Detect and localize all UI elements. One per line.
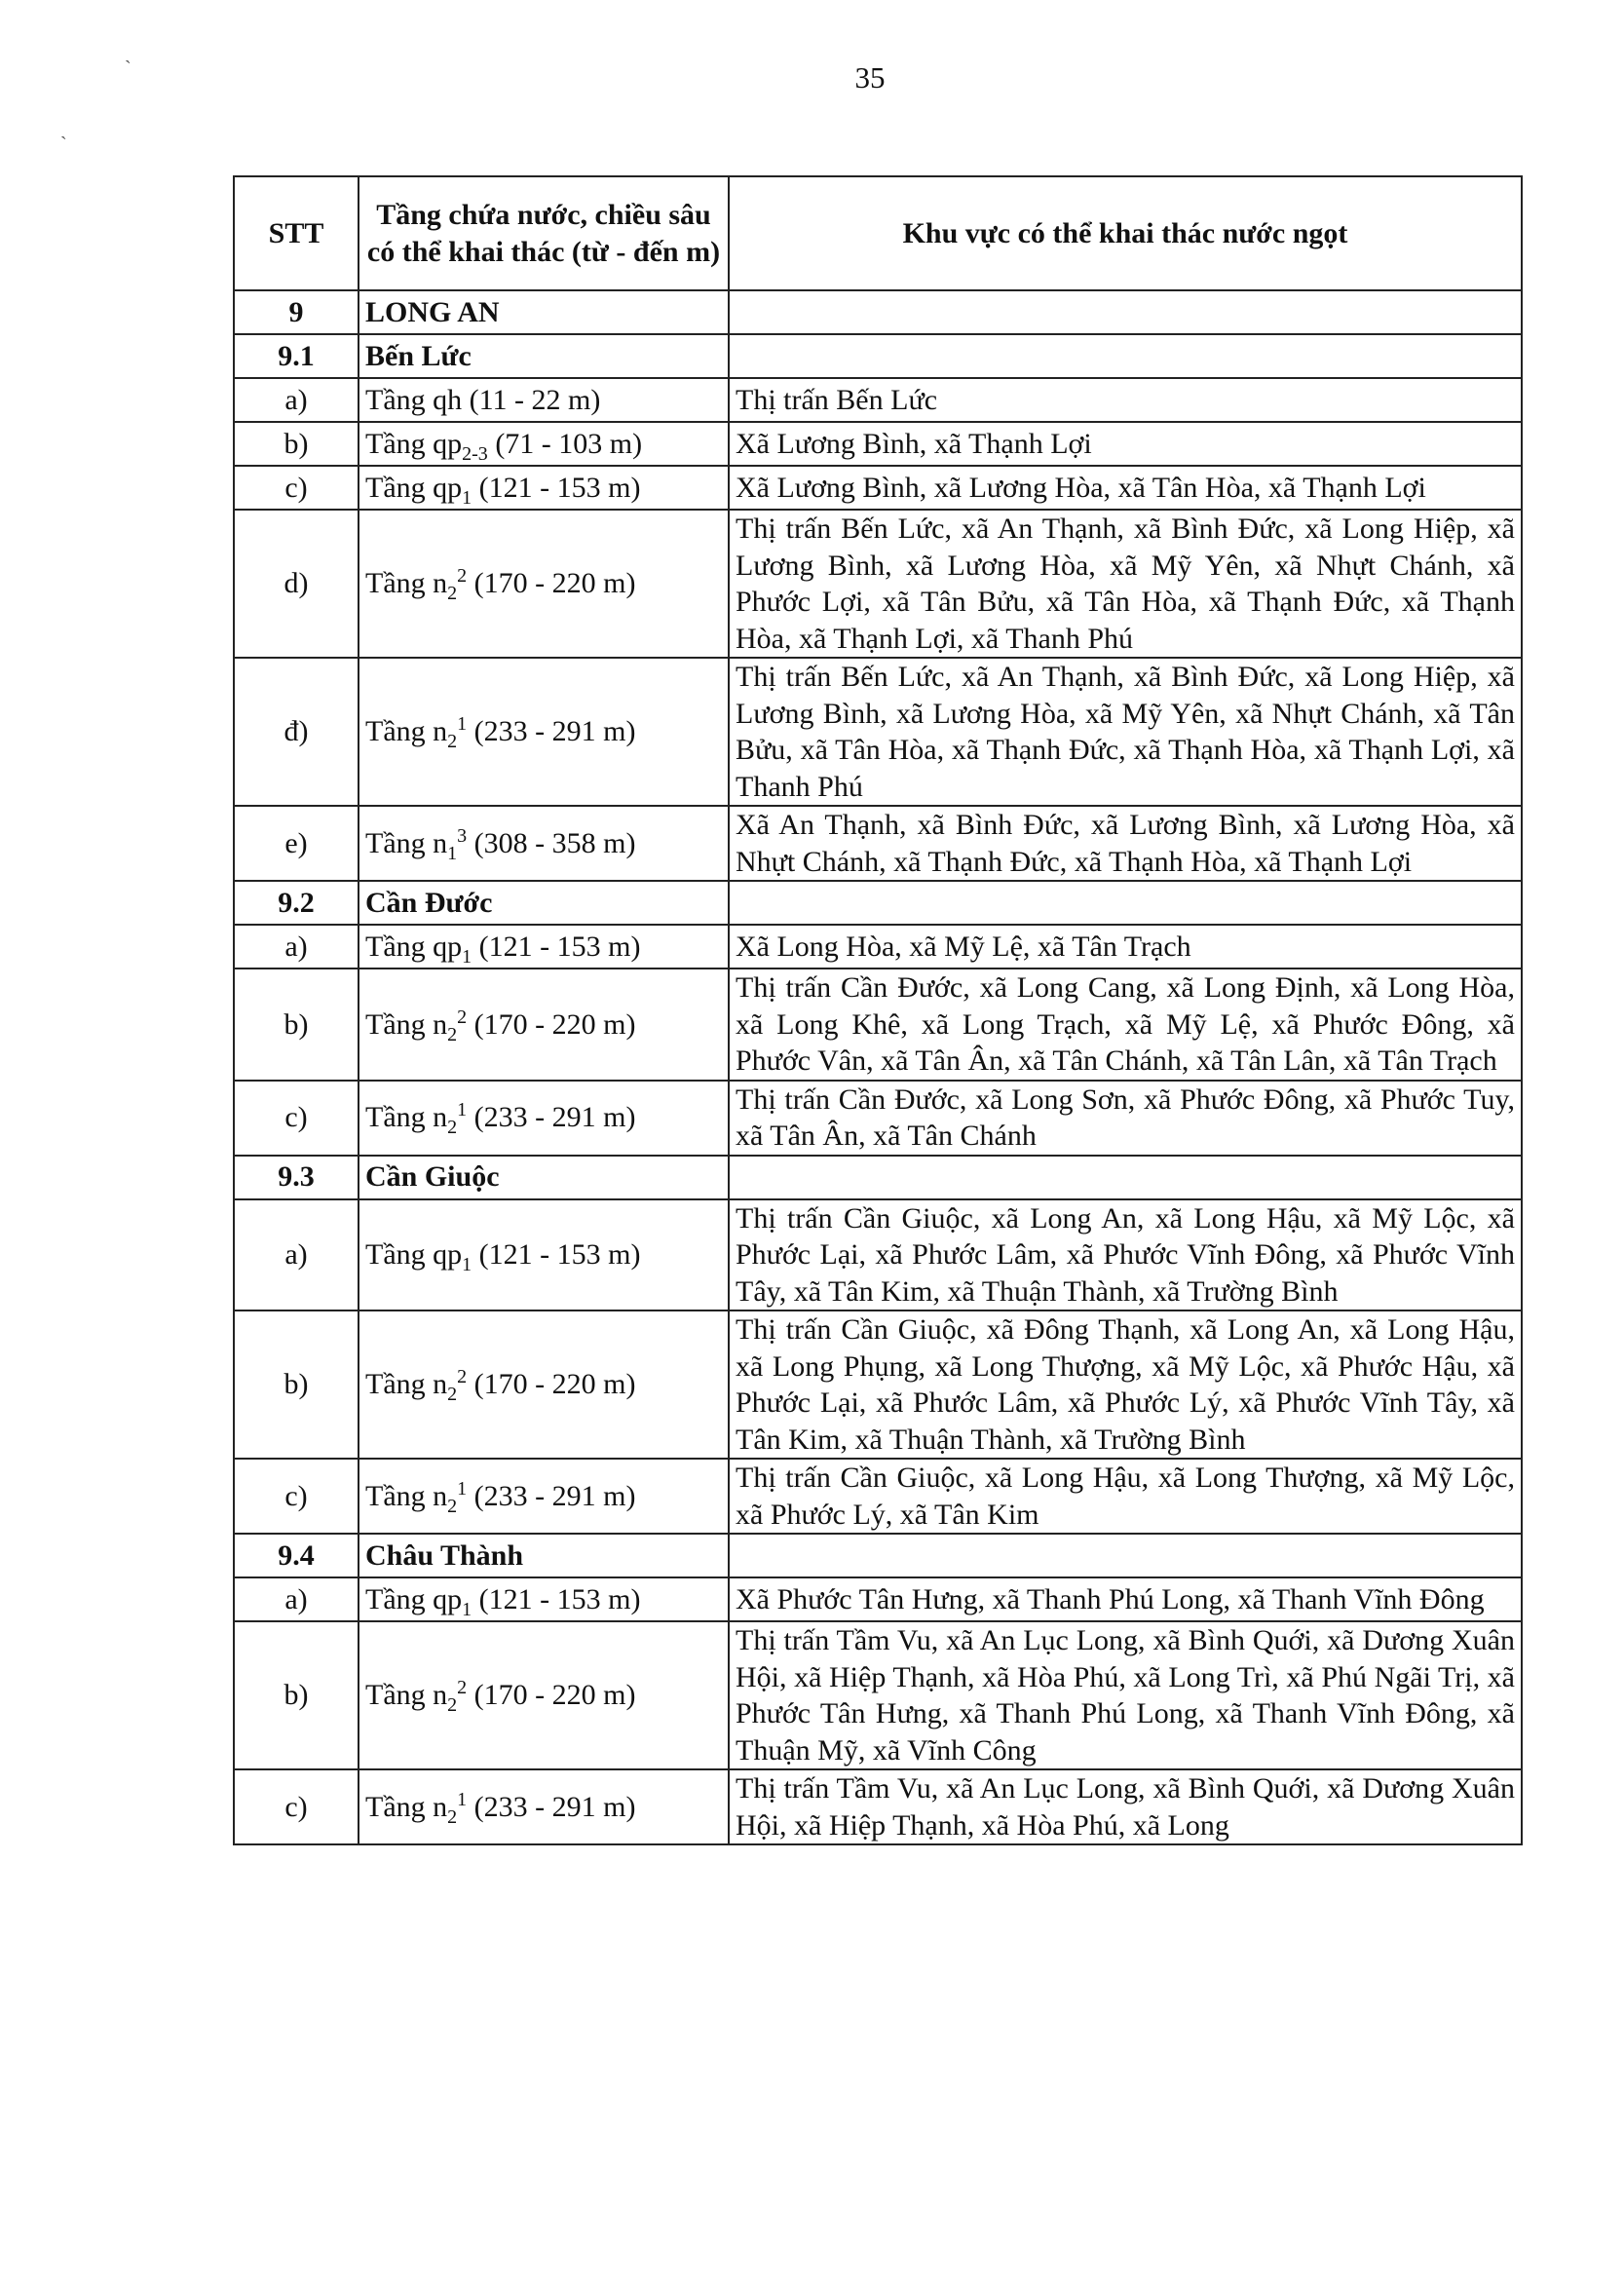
table-header-row [234, 176, 1522, 290]
cell-stt: c) [234, 1769, 359, 1844]
cell-stt: 9.3 [234, 1156, 359, 1199]
cell-layer [359, 510, 729, 658]
layer-superscript: 2 [457, 565, 468, 588]
layer-name: Tầng n [365, 715, 448, 748]
cell-area [729, 290, 1522, 334]
cell-area: Thị trấn Cần Đước, xã Long Cang, xã Long Định, xã Long Hòa, xã Long Khê, xã Long Trạch, xã Mỹ Lệ, xã Phước Đông, xã Phước Vân, xã Tân Ân, xã Tân Chánh, xã Tân Lân, xã Tân Trạch [729, 969, 1522, 1081]
cell-layer [359, 969, 729, 1081]
layer-depth: (121 - 153 m) [472, 1582, 641, 1615]
cell-area: Thị trấn Tầm Vu, xã An Lục Long, xã Bình Quới, xã Dương Xuân Hội, xã Hiệp Thạnh, xã Hòa Phú, xã Long [729, 1769, 1522, 1844]
layer-depth: (170 - 220 m) [467, 1679, 636, 1712]
layer-superscript: 1 [457, 713, 468, 736]
layer-name: Tầng n [365, 1479, 448, 1512]
layer-subscript: 2 [447, 1694, 458, 1717]
layer-subscript: 1 [462, 945, 472, 968]
cell-area: Xã An Thạnh, xã Bình Đức, xã Lương Bình, xã Lương Hòa, xã Nhựt Chánh, xã Thạnh Đức, xã Thạnh Hòa, xã Thạnh Lợi [729, 806, 1522, 881]
page-number: 35 [854, 60, 886, 95]
layer-depth: (233 - 291 m) [467, 1790, 636, 1823]
cell-stt: c) [234, 1081, 359, 1156]
table-row [234, 1769, 1522, 1844]
cell-stt: 9.1 [234, 334, 359, 378]
cell-stt: a) [234, 1577, 359, 1621]
cell-area [729, 1156, 1522, 1199]
cell-stt: 9 [234, 290, 359, 334]
header-stt: STT [234, 176, 359, 290]
layer-name: Tầng n [365, 1007, 448, 1041]
layer-superscript: 1 [457, 1099, 468, 1121]
table-row [234, 466, 1522, 510]
cell-stt: a) [234, 1199, 359, 1311]
cell-area: Thị trấn Bến Lức, xã An Thạnh, xã Bình Đức, xã Long Hiệp, xã Lương Bình, xã Lương Hòa, xã Mỹ Yên, xã Nhựt Chánh, xã Tân Bửu, xã Tân Hòa, xã Thạnh Đức, xã Thạnh Hòa, xã Thạnh Lợi, xã Thanh Phú [729, 658, 1522, 806]
cell-stt: b) [234, 969, 359, 1081]
cell-area: Thị trấn Cần Giuộc, xã Long Hậu, xã Long Thượng, xã Mỹ Lộc, xã Phước Lý, xã Tân Kim [729, 1459, 1522, 1534]
layer-subscript: 2-3 [462, 442, 488, 465]
table-row [234, 378, 1522, 422]
cell-section-name: Châu Thành [359, 1534, 729, 1577]
layer-depth: (233 - 291 m) [467, 715, 636, 748]
cell-area: Thị trấn Tầm Vu, xã An Lục Long, xã Bình Quới, xã Dương Xuân Hội, xã Hiệp Thạnh, xã Hòa Phú, xã Long Trì, xã Phú Ngãi Trị, xã Phước Tân Hưng, xã Thanh Phú Long, xã Thanh Vĩnh Đông, xã Thuận Mỹ, xã Vĩnh Công [729, 1621, 1522, 1769]
cell-area: Xã Lương Bình, xã Lương Hòa, xã Tân Hòa, xã Thạnh Lợi [729, 466, 1522, 510]
layer-superscript: 3 [457, 824, 468, 847]
cell-section-name: LONG AN [359, 290, 729, 334]
cell-section-name: Cần Giuộc [359, 1156, 729, 1199]
table-row [234, 1199, 1522, 1311]
table-row [234, 510, 1522, 658]
cell-stt: 9.2 [234, 881, 359, 925]
cell-layer [359, 806, 729, 881]
cell-layer [359, 1769, 729, 1844]
table-row [234, 1081, 1522, 1156]
cell-layer [359, 1310, 729, 1459]
layer-depth: (233 - 291 m) [467, 1101, 636, 1134]
layer-subscript: 2 [447, 731, 458, 753]
layer-subscript: 1 [462, 1598, 472, 1620]
layer-depth: (11 - 22 m) [462, 383, 601, 416]
scan-speck: ˴ [125, 49, 132, 70]
layer-name: Tầng n [365, 826, 448, 859]
cell-stt: c) [234, 466, 359, 510]
layer-subscript: 2 [447, 1384, 458, 1406]
layer-depth: (71 - 103 m) [487, 427, 643, 460]
table-row [234, 658, 1522, 806]
cell-layer [359, 1199, 729, 1311]
layer-name: Tầng qh [365, 383, 463, 416]
cell-area: Xã Lương Bình, xã Thạnh Lợi [729, 422, 1522, 466]
cell-area: Xã Long Hòa, xã Mỹ Lệ, xã Tân Trạch [729, 925, 1522, 969]
cell-stt: d) [234, 510, 359, 658]
layer-depth: (170 - 220 m) [467, 1007, 636, 1041]
table-body [234, 290, 1522, 1844]
layer-depth: (170 - 220 m) [467, 567, 636, 600]
cell-area [729, 334, 1522, 378]
layer-name: Tầng n [365, 1679, 448, 1712]
layer-superscript: 2 [457, 1366, 468, 1388]
cell-layer [359, 1577, 729, 1621]
cell-stt: 9.4 [234, 1534, 359, 1577]
section-row [234, 881, 1522, 925]
layer-subscript: 2 [447, 1495, 458, 1517]
layer-depth: (121 - 153 m) [472, 471, 641, 504]
layer-subscript: 1 [447, 842, 458, 864]
layer-subscript: 1 [462, 1254, 472, 1275]
header-area: Khu vực có thể khai thác nước ngọt [729, 176, 1522, 290]
section-row [234, 334, 1522, 378]
layer-name: Tầng qp [365, 427, 463, 460]
cell-layer [359, 658, 729, 806]
layer-subscript: 2 [447, 1117, 458, 1139]
cell-stt: b) [234, 1621, 359, 1769]
cell-stt: a) [234, 925, 359, 969]
table-row [234, 1310, 1522, 1459]
layer-superscript: 2 [457, 1677, 468, 1699]
table-row [234, 806, 1522, 881]
cell-layer [359, 466, 729, 510]
header-layer: Tầng chứa nước, chiều sâu có thể khai thác (từ - đến m) [359, 176, 729, 290]
table-row [234, 925, 1522, 969]
layer-name: Tầng qp [365, 930, 463, 963]
layer-depth: (170 - 220 m) [467, 1368, 636, 1401]
cell-layer [359, 1459, 729, 1534]
aquifer-table [233, 175, 1523, 1845]
layer-name: Tầng qp [365, 1582, 463, 1615]
section-row [234, 1156, 1522, 1199]
cell-stt: a) [234, 378, 359, 422]
layer-subscript: 1 [462, 486, 472, 509]
cell-area: Thị trấn Bến Lức [729, 378, 1522, 422]
cell-area: Thị trấn Cần Đước, xã Long Sơn, xã Phước Đông, xã Phước Tuy, xã Tân Ân, xã Tân Chánh [729, 1081, 1522, 1156]
cell-area: Thị trấn Cần Giuộc, xã Đông Thạnh, xã Long An, xã Long Hậu, xã Long Phụng, xã Long Thượng, xã Mỹ Lộc, xã Phước Hậu, xã Phước Lại, xã Phước Lâm, xã Phước Lý, xã Phước Vĩnh Tây, xã Tân Kim, xã Thuận Thành, xã Trường Bình [729, 1310, 1522, 1459]
layer-depth: (233 - 291 m) [467, 1479, 636, 1512]
cell-layer [359, 1621, 729, 1769]
table-row [234, 1621, 1522, 1769]
layer-subscript: 2 [447, 1023, 458, 1045]
cell-area: Thị trấn Cần Giuộc, xã Long An, xã Long Hậu, xã Mỹ Lộc, xã Phước Lại, xã Phước Lâm, xã Phước Vĩnh Đông, xã Phước Vĩnh Tây, xã Tân Kim, xã Thuận Thành, xã Trường Bình [729, 1199, 1522, 1311]
layer-name: Tầng n [365, 1790, 448, 1823]
layer-subscript: 2 [447, 583, 458, 605]
layer-superscript: 1 [457, 1788, 468, 1810]
table-row [234, 1577, 1522, 1621]
table-row [234, 969, 1522, 1081]
cell-layer [359, 925, 729, 969]
cell-area: Xã Phước Tân Hưng, xã Thanh Phú Long, xã Thanh Vĩnh Đông [729, 1577, 1522, 1621]
layer-superscript: 1 [457, 1477, 468, 1500]
cell-area [729, 1534, 1522, 1577]
cell-area: Thị trấn Bến Lức, xã An Thạnh, xã Bình Đức, xã Long Hiệp, xã Lương Bình, xã Lương Hòa, xã Mỹ Yên, xã Nhựt Chánh, xã Phước Lợi, xã Tân Bửu, xã Tân Hòa, xã Thạnh Đức, xã Thạnh Hòa, xã Thạnh Lợi, xã Thanh Phú [729, 510, 1522, 658]
scan-speck: ˴ [60, 125, 67, 146]
cell-layer [359, 1081, 729, 1156]
cell-section-name: Bến Lức [359, 334, 729, 378]
cell-layer [359, 422, 729, 466]
section-row [234, 1534, 1522, 1577]
layer-name: Tầng n [365, 1368, 448, 1401]
table-row [234, 422, 1522, 466]
cell-stt: c) [234, 1459, 359, 1534]
cell-layer [359, 378, 729, 422]
section-row [234, 290, 1522, 334]
cell-stt: b) [234, 1310, 359, 1459]
cell-stt: e) [234, 806, 359, 881]
layer-depth: (121 - 153 m) [472, 1238, 641, 1271]
layer-name: Tầng n [365, 567, 448, 600]
layer-name: Tầng qp [365, 471, 463, 504]
layer-name: Tầng n [365, 1101, 448, 1134]
cell-stt: b) [234, 422, 359, 466]
layer-depth: (121 - 153 m) [472, 930, 641, 963]
layer-subscript: 2 [447, 1805, 458, 1828]
layer-name: Tầng qp [365, 1238, 463, 1271]
layer-depth: (308 - 358 m) [467, 826, 636, 859]
cell-stt: đ) [234, 658, 359, 806]
table-row [234, 1459, 1522, 1534]
layer-superscript: 2 [457, 1006, 468, 1028]
cell-area [729, 881, 1522, 925]
cell-section-name: Cần Đước [359, 881, 729, 925]
